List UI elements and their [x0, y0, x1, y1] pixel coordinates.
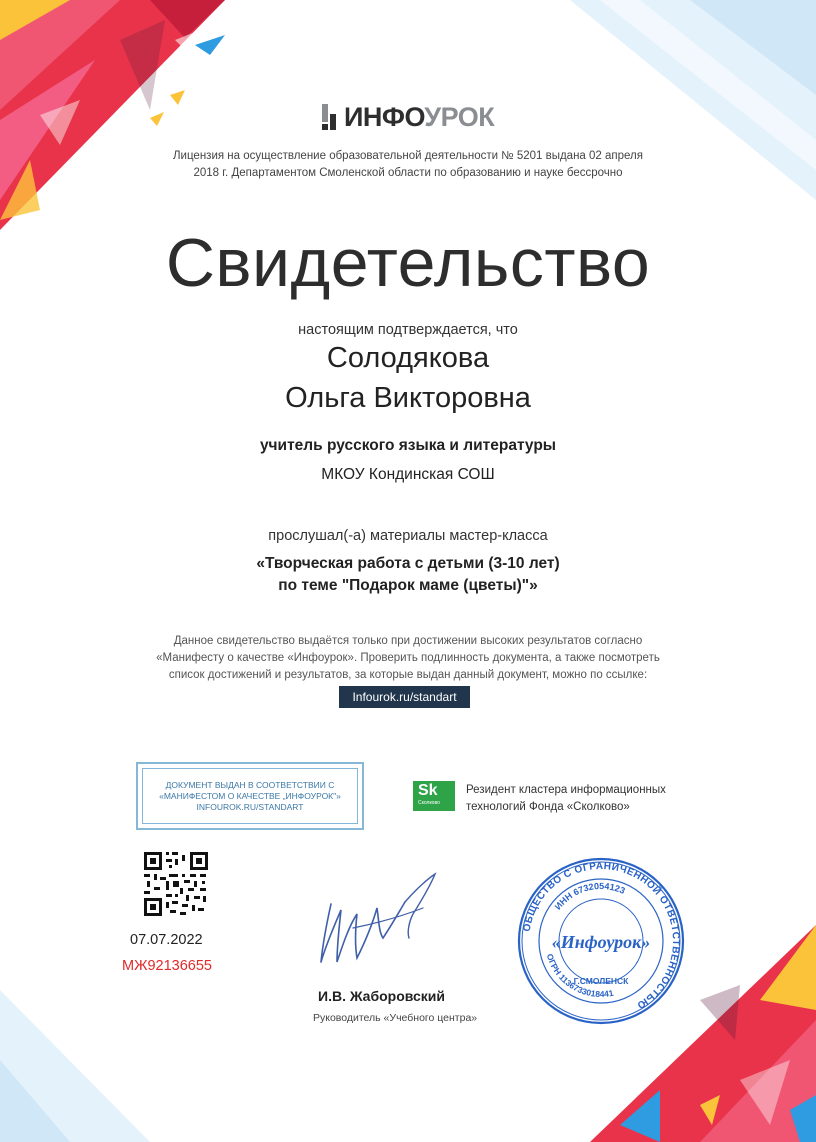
manifest-badge [136, 762, 364, 830]
logo-part2: УРОК [424, 102, 495, 132]
stamp-outer-text: ОБЩЕСТВО С ОГРАНИЧЕННОЙ ОТВЕТСТВЕННОСТЬЮ [521, 860, 682, 1011]
company-stamp [516, 856, 686, 1026]
recipient-surname: Солодякова [326, 342, 490, 374]
skolkovo-logo-caption: Сколково [418, 800, 440, 806]
masterclass-topic [0, 553, 816, 597]
skolkovo-logo-mark: Sk [418, 782, 438, 799]
skolkovo-logo [413, 781, 455, 811]
logo-wordmark [344, 100, 494, 134]
signer-name: И.В. Жаборовский [318, 988, 446, 1004]
recipient-given-names: Ольга Викторовна [285, 382, 531, 414]
manifest-line2: «МАНИФЕСТОМ О КАЧЕСТВЕ „ИНФОУРОК"» [159, 791, 341, 801]
recipient-name [0, 338, 816, 418]
qr-code[interactable] [142, 850, 210, 918]
skolkovo-resident-text [466, 782, 666, 816]
heard-text: прослушал(-а) материалы мастер-класса [268, 528, 548, 544]
verification-link[interactable]: Infourok.ru/standart [339, 686, 470, 708]
confirm-text: настоящим подтверждается, что [298, 322, 518, 338]
stamp-city: Г.СМОЛЕНСК [573, 976, 629, 986]
topic-line2: по теме "Подарок маме (цветы)"» [278, 577, 538, 594]
stamp-inn: ИНН 6732054123 [552, 880, 627, 912]
svg-text:ИНН 6732054123 [553, 881, 627, 912]
manifest-badge-inner [142, 768, 358, 824]
recipient-position: учитель русского языка и литературы [259, 437, 557, 454]
manifest-line3: INFOUROK.RU/STANDART [196, 802, 304, 812]
topic-line1: «Творческая работа с детьми (3-10 лет) [256, 555, 560, 572]
issue-date: 07.07.2022 [130, 932, 203, 948]
infourok-logo [322, 100, 502, 134]
stamp-center: «Инфоурок» [551, 932, 651, 952]
license-line2: 2018 г. Департаментом Смоленской области по образованию и науке бессрочно [193, 167, 623, 179]
signature [313, 862, 441, 980]
logo-part1: ИНФО [344, 102, 425, 132]
manifest-line1: ДОКУМЕНТ ВЫДАН В СООТВЕТСТВИИ С [165, 780, 335, 790]
note-line1: Данное свидетельство выдаётся только при достижении высоких результатов согласно [173, 635, 643, 647]
recipient-school: МКОУ Кондинская СОШ [321, 466, 495, 483]
infourok-logo-icon [322, 104, 342, 130]
license-line1: Лицензия на осуществление образовательной деятельности № 5201 выдана 02 апреля [173, 150, 643, 162]
certificate-title: Свидетельство [165, 225, 651, 301]
resident-line1: Резидент кластера информационных [466, 784, 666, 796]
license-text [0, 148, 816, 182]
note-line3: список достижений и результатов, за которые выдан данный документ, можно по ссылке: [168, 669, 648, 681]
certificate-code: МЖ92136655 [122, 958, 212, 974]
stamp-ogrn: ОГРН 1136733018441 [544, 952, 615, 1000]
signer-role: Руководитель «Учебного центра» [313, 1012, 478, 1024]
note-line2: «Манифесту о качестве «Инфоурок». Проверить подлинность документа, а также посмотреть [156, 652, 660, 664]
verification-note [0, 633, 816, 684]
resident-line2: технологий Фонда «Сколково» [466, 801, 630, 813]
